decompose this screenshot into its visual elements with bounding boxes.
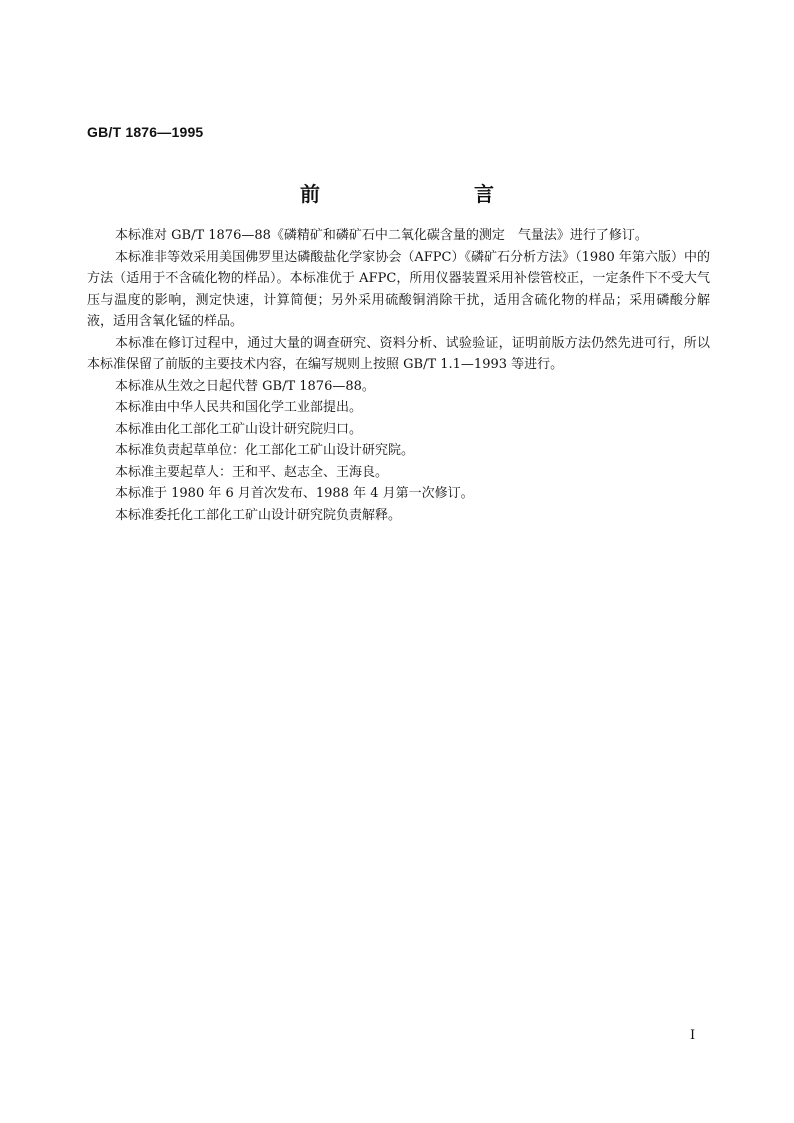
standard-code: GB/T 1876—1995 <box>87 124 204 140</box>
paragraph-replacement: 本标准从生效之日起代替 GB/T 1876—88。 <box>115 378 375 394</box>
paragraph-revision: 本标准对 GB/T 1876—88《磷精矿和磷矿石中二氧化碳含量的测定 气量法》进行了修订。 <box>115 228 648 243</box>
paragraph-proposer: 本标准由中华人民共和国化学工业部提出。 <box>115 400 363 415</box>
foreword-body <box>87 225 710 526</box>
paragraph-history: 本标准于 1980 年 6 月首次发布、1988 年 4 月第一次修订。 <box>115 486 474 501</box>
paragraph-drafters: 本标准主要起草人：王和平、赵志全、王海良。 <box>115 464 389 480</box>
paragraph-drafting-unit: 本标准负责起草单位：化工部化工矿山设计研究院。 <box>115 443 415 458</box>
paragraph-centralized-unit: 本标准由化工部化工矿山设计研究院归口。 <box>115 421 363 437</box>
paragraph-adoption: 本标准非等效采用美国佛罗里达磷酸盐化学家协会（AFPC）《磷矿石分析方法》（1980 年第六版）中的方法（适用于不含硫化物的样品）。本标准优于 AFPC，所用仪器装置采用补偿管校正，一定条件下不受大气压与温度的影响，测定快速，计算简便；另外采用硫酸铜消除干扰，适用含硫化物的样品；采用磷酸分解液，适用含氧化锰的样品。 <box>87 249 710 329</box>
paragraph-interpretation: 本标准委托化工部化工矿山设计研究院负责解释。 <box>115 507 402 523</box>
paragraph-process: 本标准在修订过程中，通过大量的调查研究、资料分析、试验验证，证明前版方法仍然先进可行，所以本标准保留了前版的主要技术内容，在编写规则上按照 GB/T 1.1—1993 等进行。 <box>87 335 710 372</box>
page-number: I <box>690 1028 696 1043</box>
page-title: 前 言 <box>300 182 532 206</box>
